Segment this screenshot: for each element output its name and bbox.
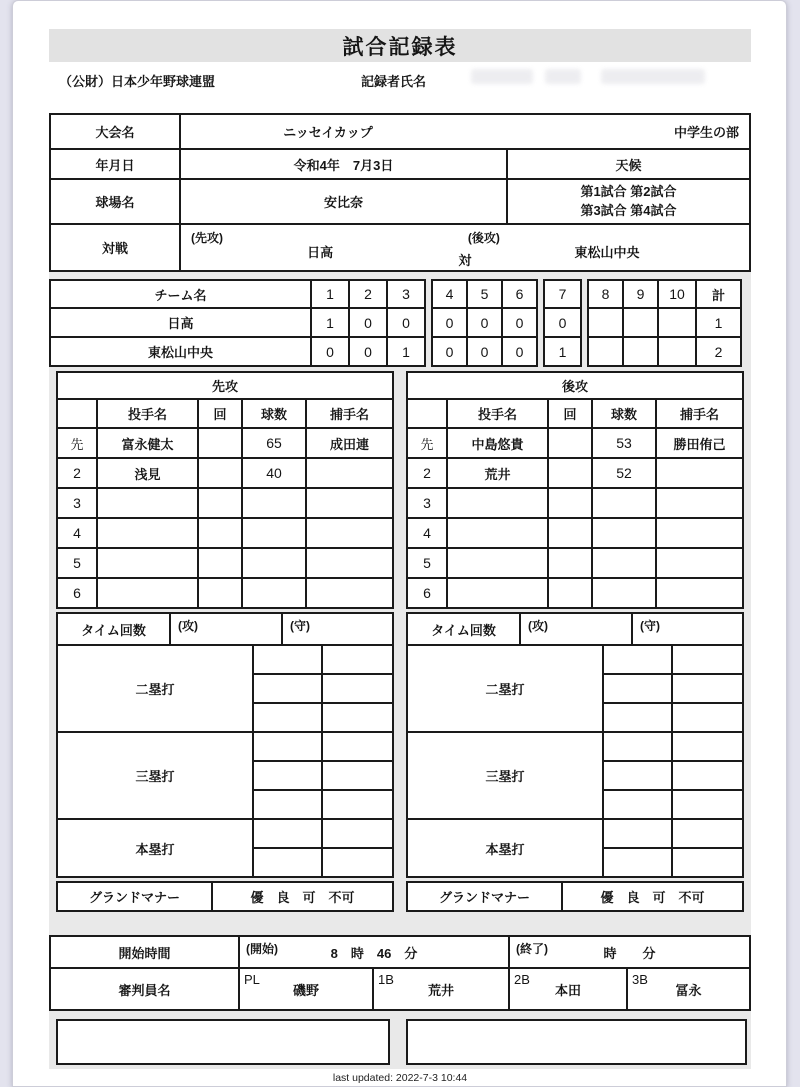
homeruns-label: 本塁打 bbox=[58, 820, 252, 876]
tournament-label: 大会名 bbox=[51, 115, 179, 148]
row-no: 6 bbox=[408, 579, 446, 607]
score-cell: 1 bbox=[545, 338, 580, 365]
catcher-name: 成田連 bbox=[307, 429, 392, 457]
offense-timeouts-cell: (攻) bbox=[171, 614, 281, 644]
catcher-name bbox=[657, 519, 742, 547]
homeruns-cell bbox=[323, 849, 392, 876]
umpire-cell bbox=[628, 969, 749, 1009]
pitches-cell bbox=[243, 489, 305, 517]
end-value: 時 分 bbox=[603, 945, 656, 961]
pitcher-name bbox=[448, 549, 547, 577]
umpire-name: 磯野 bbox=[292, 982, 319, 998]
row-no: 2 bbox=[408, 459, 446, 487]
catcher-header: 捕手名 bbox=[657, 400, 742, 427]
row-no: 先 bbox=[58, 429, 96, 457]
doubles-cell bbox=[254, 675, 321, 702]
inning-header: 10 bbox=[659, 281, 695, 307]
team-name: 日高 bbox=[51, 309, 310, 336]
division-name: 中学生の部 bbox=[673, 125, 739, 140]
notes-box bbox=[56, 1019, 390, 1065]
innings-cell bbox=[549, 579, 591, 607]
timeouts-label: タイム回数 bbox=[408, 614, 519, 644]
end-time-cell bbox=[510, 937, 749, 967]
triples-cell bbox=[323, 733, 392, 760]
homeruns-cell bbox=[673, 820, 742, 847]
innings-cell bbox=[549, 519, 591, 547]
score-group-2 bbox=[431, 279, 538, 367]
inning-header: 9 bbox=[624, 281, 657, 307]
timeouts-row bbox=[56, 612, 394, 646]
row-no: 4 bbox=[58, 519, 96, 547]
pitches-cell bbox=[243, 519, 305, 547]
doubles-cell bbox=[604, 704, 671, 731]
stadium-label: 球場名 bbox=[51, 180, 179, 223]
total-cell: 2 bbox=[697, 338, 740, 365]
total-header: 計 bbox=[697, 281, 740, 307]
second-attack-panel bbox=[406, 371, 744, 912]
umpire-position: 3B bbox=[632, 972, 648, 987]
catcher-name bbox=[307, 489, 392, 517]
triples-cell bbox=[254, 762, 321, 789]
homeruns-cell bbox=[604, 849, 671, 876]
score-cell: 0 bbox=[388, 309, 424, 336]
row-no: 3 bbox=[408, 489, 446, 517]
pitcher-name bbox=[98, 489, 197, 517]
score-cell bbox=[624, 338, 657, 365]
start-time-row bbox=[51, 937, 749, 967]
umpire-cell bbox=[374, 969, 508, 1009]
triples-cell bbox=[673, 762, 742, 789]
score-group-1 bbox=[49, 279, 426, 367]
catcher-name bbox=[657, 489, 742, 517]
inning-header: 4 bbox=[433, 281, 466, 307]
inning-header: 2 bbox=[350, 281, 386, 307]
innings-cell bbox=[199, 579, 241, 607]
page-title: 試合記録表 bbox=[49, 29, 751, 62]
ground-manner-label: グランドマナー bbox=[58, 883, 211, 910]
innings-cell bbox=[549, 489, 591, 517]
total-cell: 1 bbox=[697, 309, 740, 336]
inning-header: 7 bbox=[545, 281, 580, 307]
catcher-name bbox=[307, 459, 392, 487]
innings-cell bbox=[199, 549, 241, 577]
umpire-name: 本田 bbox=[554, 982, 581, 998]
triples-cell bbox=[673, 791, 742, 818]
score-cell: 0 bbox=[350, 338, 386, 365]
blank-header bbox=[408, 400, 446, 427]
pitches-cell: 40 bbox=[243, 459, 305, 487]
score-cell bbox=[589, 338, 622, 365]
weather-label: 天候 bbox=[508, 150, 749, 178]
doubles-label: 二塁打 bbox=[408, 646, 602, 731]
inning-header: 6 bbox=[503, 281, 536, 307]
homeruns-cell bbox=[254, 820, 321, 847]
innings-cell bbox=[549, 429, 591, 457]
pitcher-table bbox=[56, 398, 394, 609]
triples-cell bbox=[604, 762, 671, 789]
team-name: 東松山中央 bbox=[51, 338, 310, 365]
date-weather-row bbox=[181, 150, 749, 178]
start-value: 8 時 46 分 bbox=[330, 945, 418, 961]
start-label: (開始) bbox=[246, 942, 278, 956]
pitches-cell: 52 bbox=[593, 459, 655, 487]
homeruns-label: 本塁打 bbox=[408, 820, 602, 876]
pitcher-name: 富永健太 bbox=[98, 429, 197, 457]
catcher-name bbox=[307, 549, 392, 577]
pitches-cell: 53 bbox=[593, 429, 655, 457]
score-cell: 0 bbox=[312, 338, 348, 365]
game-slot-line2: 第3試合 第4試合 bbox=[580, 202, 677, 218]
score-group-4 bbox=[587, 279, 742, 367]
doubles-cell bbox=[673, 675, 742, 702]
score-cell: 0 bbox=[503, 338, 536, 365]
pitcher-name: 中島悠貴 bbox=[448, 429, 547, 457]
panel-title-text: 先攻 bbox=[58, 373, 392, 398]
score-cell: 0 bbox=[545, 309, 580, 336]
score-cell: 0 bbox=[350, 309, 386, 336]
second-attack-label: (後攻) bbox=[467, 231, 500, 245]
doubles-cell bbox=[604, 646, 671, 673]
innings-header: 回 bbox=[199, 400, 241, 427]
stadium-row bbox=[181, 180, 749, 223]
ground-manner-scale: 優 良 可 不可 bbox=[213, 883, 392, 910]
homeruns-cell bbox=[254, 849, 321, 876]
score-cell: 0 bbox=[468, 338, 501, 365]
row-no: 4 bbox=[408, 519, 446, 547]
pitcher-header: 投手名 bbox=[448, 400, 547, 427]
panel-title bbox=[406, 371, 744, 400]
scoreboard bbox=[49, 279, 751, 367]
doubles-cell bbox=[323, 675, 392, 702]
homeruns-cell bbox=[673, 849, 742, 876]
pitches-cell bbox=[593, 519, 655, 547]
score-cell: 0 bbox=[468, 309, 501, 336]
start-time-cell bbox=[240, 937, 508, 967]
catcher-name bbox=[657, 579, 742, 607]
triples-cell bbox=[254, 791, 321, 818]
umpire-cell bbox=[240, 969, 372, 1009]
catcher-name bbox=[307, 519, 392, 547]
score-cell: 0 bbox=[433, 309, 466, 336]
timeouts-label: タイム回数 bbox=[58, 614, 169, 644]
score-cell bbox=[624, 309, 657, 336]
doubles-cell bbox=[323, 646, 392, 673]
umpire-position: PL bbox=[244, 972, 260, 987]
defense-timeouts-cell: (守) bbox=[633, 614, 742, 644]
extra-base-hits-table bbox=[406, 644, 744, 878]
score-cell: 1 bbox=[312, 309, 348, 336]
timeouts-row bbox=[406, 612, 744, 646]
inning-header: 3 bbox=[388, 281, 424, 307]
umpires-label: 審判員名 bbox=[51, 969, 238, 1009]
tournament-name: ニッセイカップ bbox=[283, 125, 373, 140]
recorder-name-label: 記録者氏名 bbox=[361, 74, 427, 89]
innings-cell bbox=[199, 459, 241, 487]
pitcher-name bbox=[448, 489, 547, 517]
defense-timeouts-cell: (守) bbox=[283, 614, 392, 644]
redacted-recorder-info bbox=[545, 69, 581, 84]
umpire-position: 2B bbox=[514, 972, 530, 987]
last-updated: last updated: 2022-7-3 10:44 bbox=[332, 1072, 468, 1084]
team-name-header: チーム名 bbox=[51, 281, 310, 307]
date-label: 年月日 bbox=[51, 150, 179, 178]
first-attack-label: (先攻) bbox=[191, 231, 223, 245]
score-cell bbox=[659, 309, 695, 336]
panel-title-text: 後攻 bbox=[408, 373, 742, 398]
catcher-name: 勝田侑己 bbox=[657, 429, 742, 457]
doubles-cell bbox=[254, 646, 321, 673]
tournament-cell bbox=[181, 115, 749, 148]
pitches-cell bbox=[243, 549, 305, 577]
score-cell bbox=[589, 309, 622, 336]
row-no: 2 bbox=[58, 459, 96, 487]
homeruns-cell bbox=[323, 820, 392, 847]
innings-cell bbox=[199, 519, 241, 547]
pitcher-name bbox=[448, 519, 547, 547]
triples-cell bbox=[673, 733, 742, 760]
redacted-recorder-info bbox=[601, 69, 705, 84]
triples-label: 三塁打 bbox=[58, 733, 252, 818]
catcher-name bbox=[657, 549, 742, 577]
game-slots bbox=[508, 180, 749, 223]
matchup-label: 対戦 bbox=[51, 225, 179, 270]
pitches-cell bbox=[593, 549, 655, 577]
inning-header: 1 bbox=[312, 281, 348, 307]
score-cell bbox=[659, 338, 695, 365]
offense-timeouts-cell: (攻) bbox=[521, 614, 631, 644]
triples-cell bbox=[604, 733, 671, 760]
inning-header: 5 bbox=[468, 281, 501, 307]
row-no: 5 bbox=[58, 549, 96, 577]
ground-manner-label: グランドマナー bbox=[408, 883, 561, 910]
first-attack-team: 日高 bbox=[307, 245, 334, 260]
stadium-name: 安比奈 bbox=[181, 180, 506, 223]
vs-label: 対 bbox=[458, 253, 472, 268]
pitches-cell bbox=[593, 489, 655, 517]
umpire-name: 荒井 bbox=[427, 982, 454, 998]
start-time-label: 開始時間 bbox=[51, 937, 238, 967]
doubles-cell bbox=[673, 646, 742, 673]
umpires-row bbox=[51, 969, 749, 1009]
inning-header: 8 bbox=[589, 281, 622, 307]
pitcher-name: 荒井 bbox=[448, 459, 547, 487]
innings-cell bbox=[199, 429, 241, 457]
pitcher-name bbox=[448, 579, 547, 607]
row-no: 3 bbox=[58, 489, 96, 517]
doubles-cell bbox=[673, 704, 742, 731]
pitches-cell: 65 bbox=[243, 429, 305, 457]
extra-base-hits-table bbox=[56, 644, 394, 878]
footer-table bbox=[49, 935, 751, 1011]
date-value: 令和4年 7月3日 bbox=[181, 150, 506, 178]
doubles-cell bbox=[323, 704, 392, 731]
redacted-recorder-info bbox=[471, 69, 533, 84]
score-cell: 1 bbox=[388, 338, 424, 365]
pitcher-header: 投手名 bbox=[98, 400, 197, 427]
score-group-3 bbox=[543, 279, 582, 367]
notes-box bbox=[406, 1019, 747, 1065]
umpire-position: 1B bbox=[378, 972, 394, 987]
score-cell: 0 bbox=[503, 309, 536, 336]
game-slot-line1: 第1試合 第2試合 bbox=[580, 183, 677, 199]
header-row bbox=[13, 71, 788, 91]
matchup-cell bbox=[181, 225, 749, 270]
first-attack-panel bbox=[56, 371, 394, 912]
triples-label: 三塁打 bbox=[408, 733, 602, 818]
triples-cell bbox=[323, 791, 392, 818]
triples-cell bbox=[254, 733, 321, 760]
second-attack-team: 東松山中央 bbox=[574, 245, 640, 260]
panel-title bbox=[56, 371, 394, 400]
pitches-header: 球数 bbox=[593, 400, 655, 427]
pitches-header: 球数 bbox=[243, 400, 305, 427]
umpire-cell bbox=[510, 969, 626, 1009]
catcher-name bbox=[307, 579, 392, 607]
pitcher-table bbox=[406, 398, 744, 609]
pitcher-name bbox=[98, 519, 197, 547]
end-label: (終了) bbox=[516, 942, 548, 956]
blank-header bbox=[58, 400, 96, 427]
triples-cell bbox=[604, 791, 671, 818]
innings-header: 回 bbox=[549, 400, 591, 427]
form-content bbox=[49, 113, 751, 1069]
ground-manner-row bbox=[56, 881, 394, 912]
game-info-table bbox=[49, 113, 751, 272]
umpire-name: 冨永 bbox=[675, 982, 702, 998]
pitcher-name: 浅見 bbox=[98, 459, 197, 487]
innings-cell bbox=[549, 549, 591, 577]
doubles-cell bbox=[604, 675, 671, 702]
score-cell: 0 bbox=[433, 338, 466, 365]
innings-cell bbox=[199, 489, 241, 517]
row-no: 先 bbox=[408, 429, 446, 457]
catcher-name bbox=[657, 459, 742, 487]
doubles-cell bbox=[254, 704, 321, 731]
innings-cell bbox=[549, 459, 591, 487]
ground-manner-row bbox=[406, 881, 744, 912]
doubles-label: 二塁打 bbox=[58, 646, 252, 731]
triples-cell bbox=[323, 762, 392, 789]
pitches-cell bbox=[243, 579, 305, 607]
homeruns-cell bbox=[604, 820, 671, 847]
pitches-cell bbox=[593, 579, 655, 607]
organization-name: （公財）日本少年野球連盟 bbox=[59, 74, 216, 89]
row-no: 5 bbox=[408, 549, 446, 577]
pitcher-name bbox=[98, 579, 197, 607]
row-no: 6 bbox=[58, 579, 96, 607]
pitcher-name bbox=[98, 549, 197, 577]
document-page bbox=[12, 0, 787, 1087]
catcher-header: 捕手名 bbox=[307, 400, 392, 427]
ground-manner-scale: 優 良 可 不可 bbox=[563, 883, 742, 910]
